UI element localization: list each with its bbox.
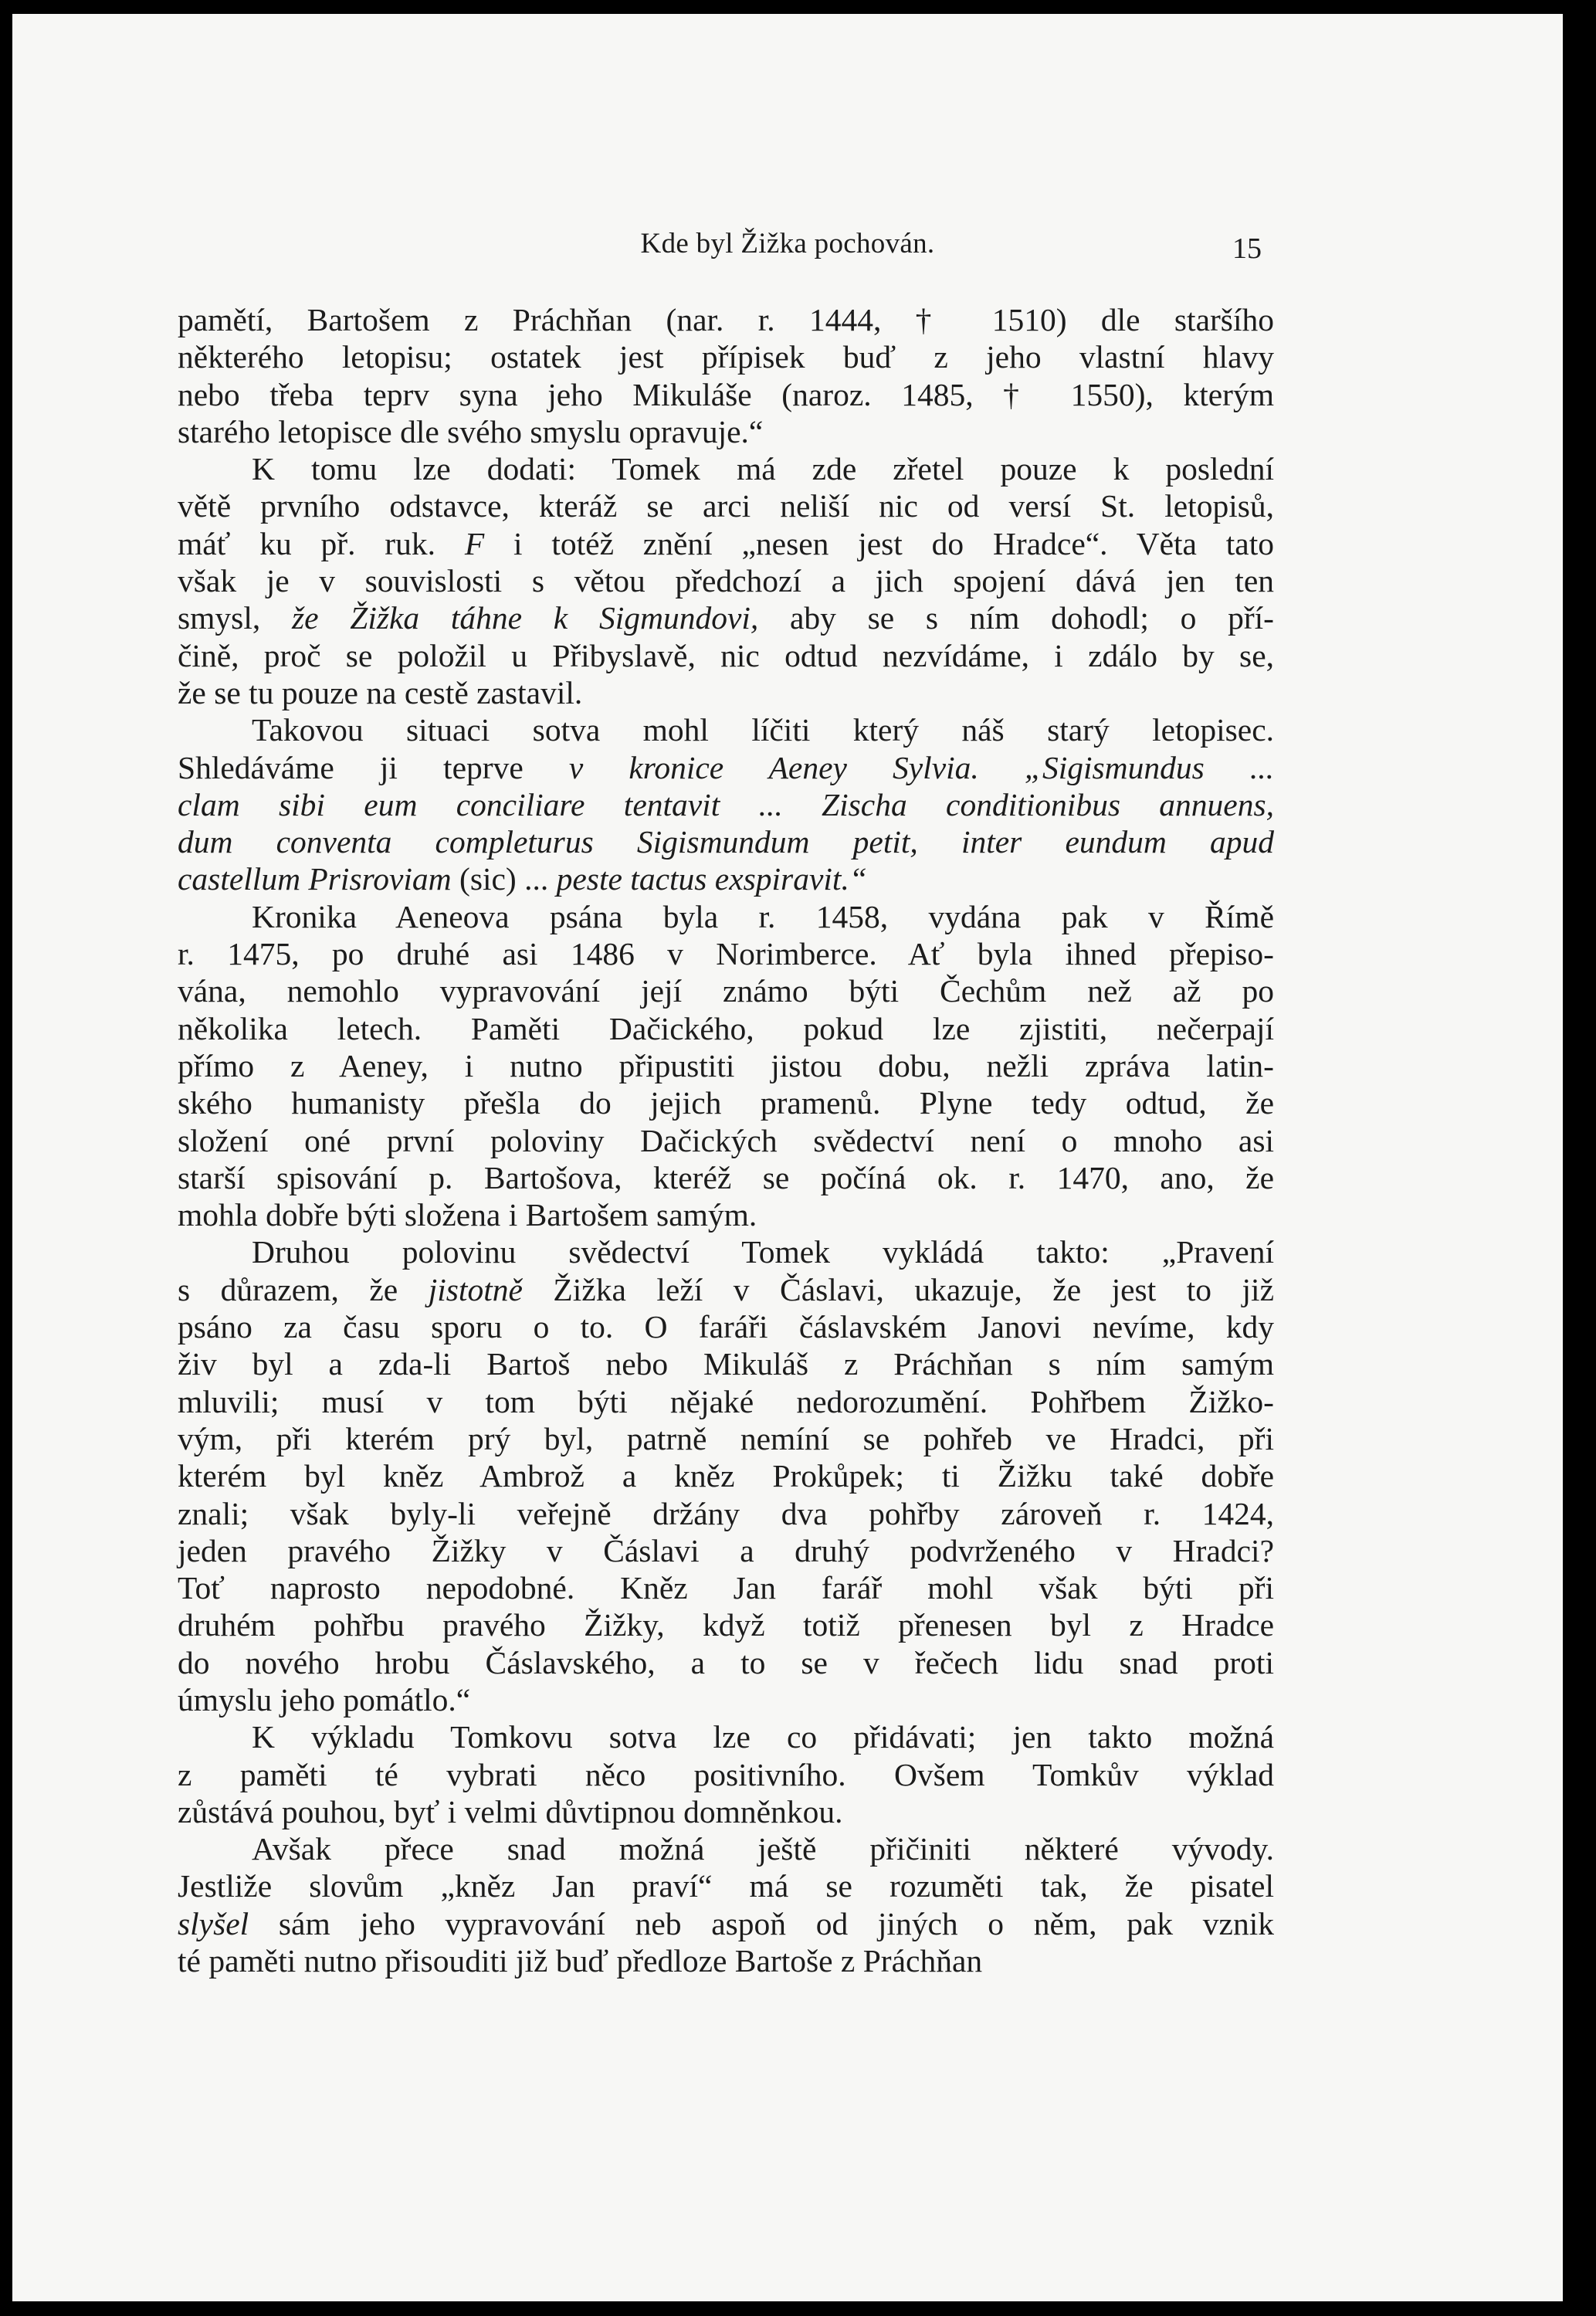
text-run: K tomu lze dodati: Tomek má zde zřetel pouze k poslední — [252, 451, 1274, 487]
body-text — [178, 301, 1274, 1979]
text-run: větě prvního odstavce, kteráž se arci neliší nic od versí St. letopisů, — [178, 488, 1274, 524]
text-run: složení oné první poloviny Dačických svědectví není o mnoho asi — [178, 1122, 1274, 1158]
text-line — [178, 1196, 1274, 1233]
text-line — [178, 1606, 1274, 1643]
text-run: máť ku př. ruk. — [178, 525, 465, 561]
text-line — [178, 1569, 1274, 1606]
text-run: r. 1475, po druhé asi 1486 v Norimberce. Ať byla ihned přepiso- — [178, 936, 1274, 972]
text-line — [178, 860, 1274, 897]
text-line — [178, 1681, 1274, 1718]
text-line — [178, 1010, 1274, 1047]
text-run: Kronika Aeneova psána byla r. 1458, vydána pak v Římě — [252, 898, 1274, 934]
text-run: pamětí, Bartošem z Práchňan (nar. r. 1444, † 1510) dle staršího — [178, 302, 1274, 337]
text-run: Shledáváme ji teprve — [178, 749, 569, 785]
text-line — [178, 450, 1274, 487]
text-run: druhém pohřbu pravého Žižky, když totiž přenesen byl z Hradce — [178, 1607, 1274, 1643]
page-header — [12, 227, 1563, 273]
text-line — [178, 1830, 1274, 1867]
text-line — [178, 1644, 1274, 1681]
text-run: aby se s ním dohodl; o pří- — [758, 600, 1274, 636]
text-line — [178, 1793, 1274, 1830]
text-line — [178, 413, 1274, 450]
text-line — [178, 525, 1274, 562]
italic-text-run: v kronice Aeney Sylvia. „Sigismundus ... — [568, 749, 1274, 785]
text-run: čině, proč se položil u Přibyslavě, nic odtud nezvídáme, i zdálo by se, — [178, 637, 1274, 673]
text-run: že se tu pouze na cestě zastavil. — [178, 674, 583, 710]
running-title: Kde byl Žižka pochován. — [640, 228, 935, 259]
text-run: psáno za času sporu o to. O faráři čáslavském Janovi nevíme, kdy — [178, 1309, 1274, 1345]
text-run: i totéž znění „nesen jest do Hradce“. Věta tato — [484, 525, 1274, 561]
text-line — [178, 562, 1274, 599]
text-run: ského humanisty přešla do jejich pramenů. Plyne tedy odtud, že — [178, 1085, 1274, 1121]
text-run: Jestliže slovům „kněz Jan praví“ má se rozuměti tak, že pisatel — [178, 1868, 1274, 1904]
text-run: úmyslu jeho pomátlo.“ — [178, 1681, 471, 1718]
italic-text-run: castellum Prisroviam — [178, 861, 452, 897]
text-run: vým, při kterém prý byl, patrně nemíní se pohřeb ve Hradci, při — [178, 1420, 1274, 1456]
text-line — [178, 1308, 1274, 1345]
text-run: starší spisování p. Bartošova, kteréž se počíná ok. r. 1470, ano, že — [178, 1159, 1274, 1195]
text-run: té paměti nutno přisouditi již buď předloze Bartoše z Práchňan — [178, 1943, 983, 1979]
text-line — [178, 301, 1274, 338]
text-line — [178, 711, 1274, 748]
text-run: jeden pravého Žižky v Čáslavi a druhý podvrženého v Hradci? — [178, 1532, 1274, 1568]
text-line — [178, 972, 1274, 1009]
text-line — [178, 338, 1274, 375]
text-run: s důrazem, že — [178, 1271, 429, 1307]
text-line — [178, 1756, 1274, 1793]
italic-text-run: jistotně — [428, 1271, 523, 1307]
text-run: zůstává pouhou, byť i velmi důvtipnou domněnkou. — [178, 1793, 843, 1829]
italic-text-run: dum conventa completurus Sigismundum petit, inter eundum apud — [178, 824, 1274, 860]
text-line — [178, 1420, 1274, 1457]
text-run: smysl, — [178, 600, 292, 636]
text-line — [178, 1532, 1274, 1569]
text-line — [178, 599, 1274, 636]
text-run: mohla dobře býti složena i Bartošem samým. — [178, 1197, 757, 1233]
text-run: K výkladu Tomkovu sotva lze co přidávati; jen takto možná — [252, 1719, 1274, 1755]
book-page — [12, 14, 1563, 2301]
text-run: Takovou situaci sotva mohl líčiti který náš starý letopisec. — [252, 712, 1274, 748]
text-run: Žižka leží v Čáslavi, ukazuje, že jest to již — [522, 1271, 1274, 1307]
text-line — [178, 1047, 1274, 1084]
text-line — [178, 1345, 1274, 1382]
text-line — [178, 1383, 1274, 1420]
text-line — [178, 1457, 1274, 1494]
text-line — [178, 1233, 1274, 1270]
text-line — [178, 898, 1274, 935]
text-run: (sic) ... — [451, 861, 557, 897]
text-line — [178, 1084, 1274, 1121]
text-run: však je v souvislosti s větou předchozí a jich spojení dává jen ten — [178, 563, 1274, 599]
text-line — [178, 1905, 1274, 1942]
italic-text-run: F — [464, 525, 485, 561]
italic-text-run: že Žižka táhne k Sigmundovi, — [291, 600, 759, 636]
text-line — [178, 637, 1274, 674]
italic-text-run: slyšel — [178, 1905, 249, 1941]
text-run: z paměti té vybrati něco positivního. Ovšem Tomkův výklad — [178, 1756, 1274, 1792]
text-run: vána, nemohlo vypravování její známo býti Čechům než až po — [178, 973, 1274, 1009]
text-line — [178, 935, 1274, 972]
text-run: sám jeho vypravování neb aspoň od jiných o něm, pak vznik — [249, 1905, 1274, 1941]
text-line — [178, 674, 1274, 711]
text-run: starého letopisce dle svého smyslu opravuje.“ — [178, 413, 764, 449]
text-run: kterém byl kněz Ambrož a kněz Prokůpek; ti Žižku také dobře — [178, 1458, 1274, 1494]
text-run: živ byl a zda-li Bartoš nebo Mikuláš z Práchňan s ním samým — [178, 1346, 1274, 1382]
text-run: mluvili; musí v tom býti nějaké nedorozumění. Pohřbem Žižko- — [178, 1383, 1274, 1419]
text-line — [178, 487, 1274, 524]
text-line — [178, 1495, 1274, 1532]
text-line — [178, 1867, 1274, 1904]
text-line — [178, 1122, 1274, 1159]
text-line — [178, 1271, 1274, 1308]
italic-text-run: peste tactus exspiravit.“ — [556, 861, 867, 897]
text-run: Toť naprosto nepodobné. Kněz Jan farář mohl však býti při — [178, 1570, 1274, 1606]
text-run: Avšak přece snad možná ještě přičiniti některé vývody. — [252, 1831, 1274, 1867]
text-run: několika letech. Paměti Dačického, pokud lze zjistiti, nečerpají — [178, 1010, 1274, 1046]
text-run: znali; však byly-li veřejně držány dva pohřby zároveň r. 1424, — [178, 1495, 1274, 1531]
text-line — [178, 749, 1274, 786]
page-number: 15 — [1232, 232, 1262, 265]
text-line — [178, 786, 1274, 823]
italic-text-run: clam sibi eum conciliare tentavit ... Zischa conditionibus annuens, — [178, 786, 1274, 822]
text-run: některého letopisu; ostatek jest přípisek buď z jeho vlastní hlavy — [178, 339, 1274, 375]
text-run: nebo třeba teprv syna jeho Mikuláše (naroz. 1485, † 1550), kterým — [178, 376, 1274, 412]
text-run: do nového hrobu Čáslavského, a to se v řečech lidu snad proti — [178, 1644, 1274, 1680]
text-line — [178, 1159, 1274, 1196]
text-line — [178, 1718, 1274, 1755]
text-line — [178, 1942, 1274, 1979]
text-run: přímo z Aeney, i nutno připustiti jistou dobu, nežli zpráva latin- — [178, 1047, 1274, 1083]
text-line — [178, 376, 1274, 413]
text-line — [178, 823, 1274, 860]
text-run: Druhou polovinu svědectví Tomek vykládá takto: „Pravení — [252, 1234, 1274, 1270]
